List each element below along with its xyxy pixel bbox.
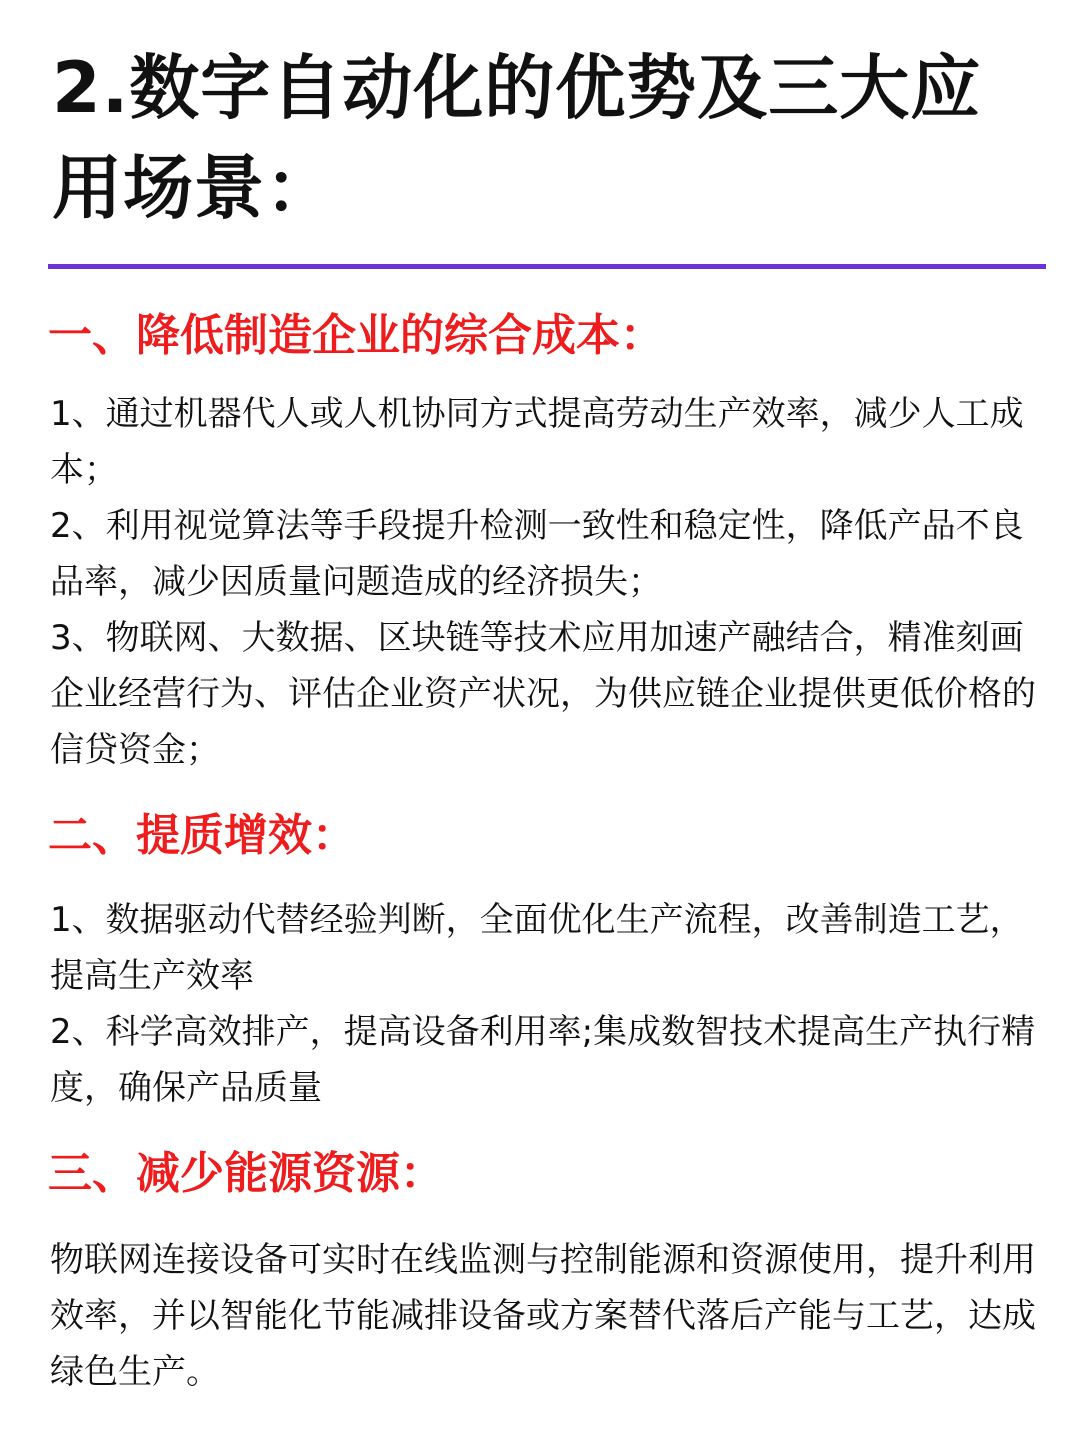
title-divider	[48, 264, 1046, 269]
section-body-cost	[50, 386, 1040, 778]
paragraph: 2、利用视觉算法等手段提升检测一致性和稳定性，降低产品不良品率，减少因质量问题造成的经济损失；	[50, 506, 1024, 602]
paragraph: 2、科学高效排产，提高设备利用率;集成数智技术提高生产执行精度，确保产品质量	[50, 1012, 1036, 1108]
section-heading-energy: 三、减少能源资源：	[48, 1148, 444, 1199]
section-heading-efficiency: 二、提质增效：	[48, 810, 356, 861]
section-body-efficiency	[50, 892, 1040, 1116]
paragraph: 1、数据驱动代替经验判断，全面优化生产流程，改善制造工艺，提高生产效率	[50, 900, 1024, 996]
paragraph: 1、通过机器代人或人机协同方式提高劳动生产效率，减少人工成本；	[50, 394, 1024, 490]
section-body-energy	[50, 1232, 1040, 1400]
section-heading-cost: 一、降低制造企业的综合成本：	[48, 310, 664, 361]
paragraph: 3、物联网、大数据、区块链等技术应用加速产融结合，精准刻画企业经营行为、评估企业资产状况，为供应链企业提供更低价格的信贷资金；	[50, 618, 1036, 770]
paragraph: 物联网连接设备可实时在线监测与控制能源和资源使用，提升利用效率，并以智能化节能减排设备或方案替代落后产能与工艺，达成绿色生产。	[50, 1240, 1036, 1392]
page-title: 2.数字自动化的优势及三大应用场景：	[52, 47, 982, 229]
